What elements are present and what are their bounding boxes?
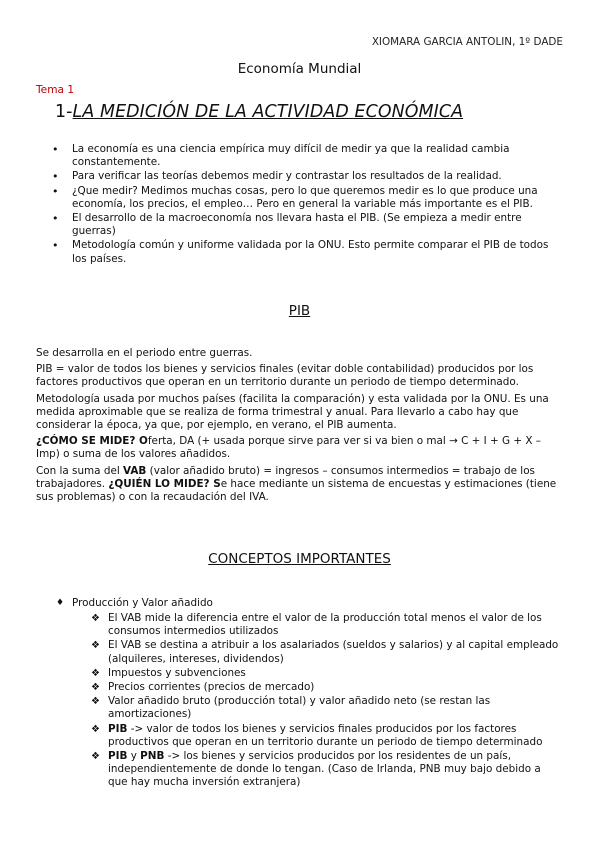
paragraph-text: e hace mediante un sistema de encuestas y estimaciones (tiene sus problemas) o con la recaudación del IVA. <box>36 477 557 504</box>
list-item <box>108 750 563 790</box>
topic-label: Tema 1 <box>36 84 75 96</box>
list-item: • Para verificar las teorías debemos medir y contrastar los resultados de la realidad. <box>72 170 562 183</box>
conceptos-heading: CONCEPTOS IMPORTANTES <box>208 551 391 567</box>
list-item: • El desarrollo de la macroeconomía nos llevara hasta el PIB. (Se empieza a medir entre guerras) <box>72 212 562 238</box>
bold-question: ¿CÓMO SE MIDE? O <box>36 435 148 448</box>
paragraph: Se desarrolla en el periodo entre guerras. <box>36 347 253 359</box>
bold-question: ¿QUIÉN LO MIDE? S <box>108 477 221 490</box>
list-item: • Metodología común y uniforme validada por la ONU. Esto permite comparar el PIB de todos los países. <box>72 239 562 265</box>
paragraph <box>36 465 564 505</box>
bold-term: VAB <box>123 464 147 477</box>
paragraph: Metodología usada por muchos países (facilita la comparación) y esta validada por la ONU. Es una medida aproximable que se realiza de forma trimestral y anual. Para llevarlo a cabo hay que considerar la época, ya que, por ejemplo, en verano, el PIB aumenta. <box>36 392 549 432</box>
pib-heading: PIB <box>288 303 311 319</box>
bold-term: PIB <box>108 750 128 763</box>
list-item: ❖ Valor añadido bruto (producción total) y valor añadido neto (se restan las amortizaciones) <box>108 695 563 721</box>
concept-sub-list <box>108 612 563 791</box>
list-item: ❖ Precios corrientes (precios de mercado) <box>108 681 563 694</box>
paragraph-text: ferta, DA (+ usada porque sirve para ver si va bien o mal → C + I + G + X – Imp) o suma de los valores añadidos. <box>36 435 541 461</box>
paragraph: PIB = valor de todos los bienes y servicios finales (evitar doble contabilidad) producidos por los factores productivos que operan en un territorio durante un periodo de tiempo determinado. <box>36 363 534 389</box>
chapter-title: LA MEDICIÓN DE LA ACTIVIDAD ECONÓMICA <box>72 102 464 122</box>
paragraph-text: (valor añadido bruto) = ingresos – consumos intermedios = trabajo de los trabajadores. <box>36 464 535 490</box>
list-item <box>108 723 563 749</box>
bold-term: PIB <box>108 722 128 735</box>
bold-term: PNB <box>140 750 165 763</box>
paragraph-text: y <box>127 750 141 763</box>
list-item: ❖ El VAB se destina a atribuir a los asalariados (sueldos y salarios) y al capital empleado (alquileres, intereses, dividendos) <box>108 639 563 665</box>
paragraph-text: -> valor de todos los bienes y servicios finales producidos por los factores productivos que operan en un territorio durante un periodo de tiempo determinado <box>108 722 543 748</box>
pib-body <box>36 347 564 507</box>
paragraph <box>36 435 564 461</box>
paragraph-text: Con la suma del <box>36 464 124 477</box>
chapter-number: 1- <box>55 102 73 122</box>
author-line: XIOMARA GARCIA ANTOLIN, 1º DADE <box>371 36 563 48</box>
document-title: Economía Mundial <box>237 61 362 77</box>
concept-item: ♦ Producción y Valor añadido <box>72 597 213 610</box>
list-item: ❖ El VAB mide la diferencia entre el valor de la producción total menos el valor de los consumos intermedios utilizados <box>108 612 563 638</box>
paragraph-text: -> los bienes y servicios producidos por los residentes de un país, independientemente de donde lo tengan. (Caso de Irlanda, PNB muy bajo debido a que hay mucha inversión extranjera) <box>108 750 541 789</box>
intro-bullet-list <box>72 143 562 267</box>
chapter-heading <box>55 101 463 123</box>
list-item: • ¿Que medir? Medimos muchas cosas, pero lo que queremos medir es lo que produce una economía, los precios, el empleo… Pero en general la variable más importante es el PIB. <box>72 185 562 211</box>
list-item: • La economía es una ciencia empírica muy difícil de medir ya que la realidad cambia constantemente. <box>72 143 562 169</box>
list-item: ❖ Impuestos y subvenciones <box>108 667 563 680</box>
